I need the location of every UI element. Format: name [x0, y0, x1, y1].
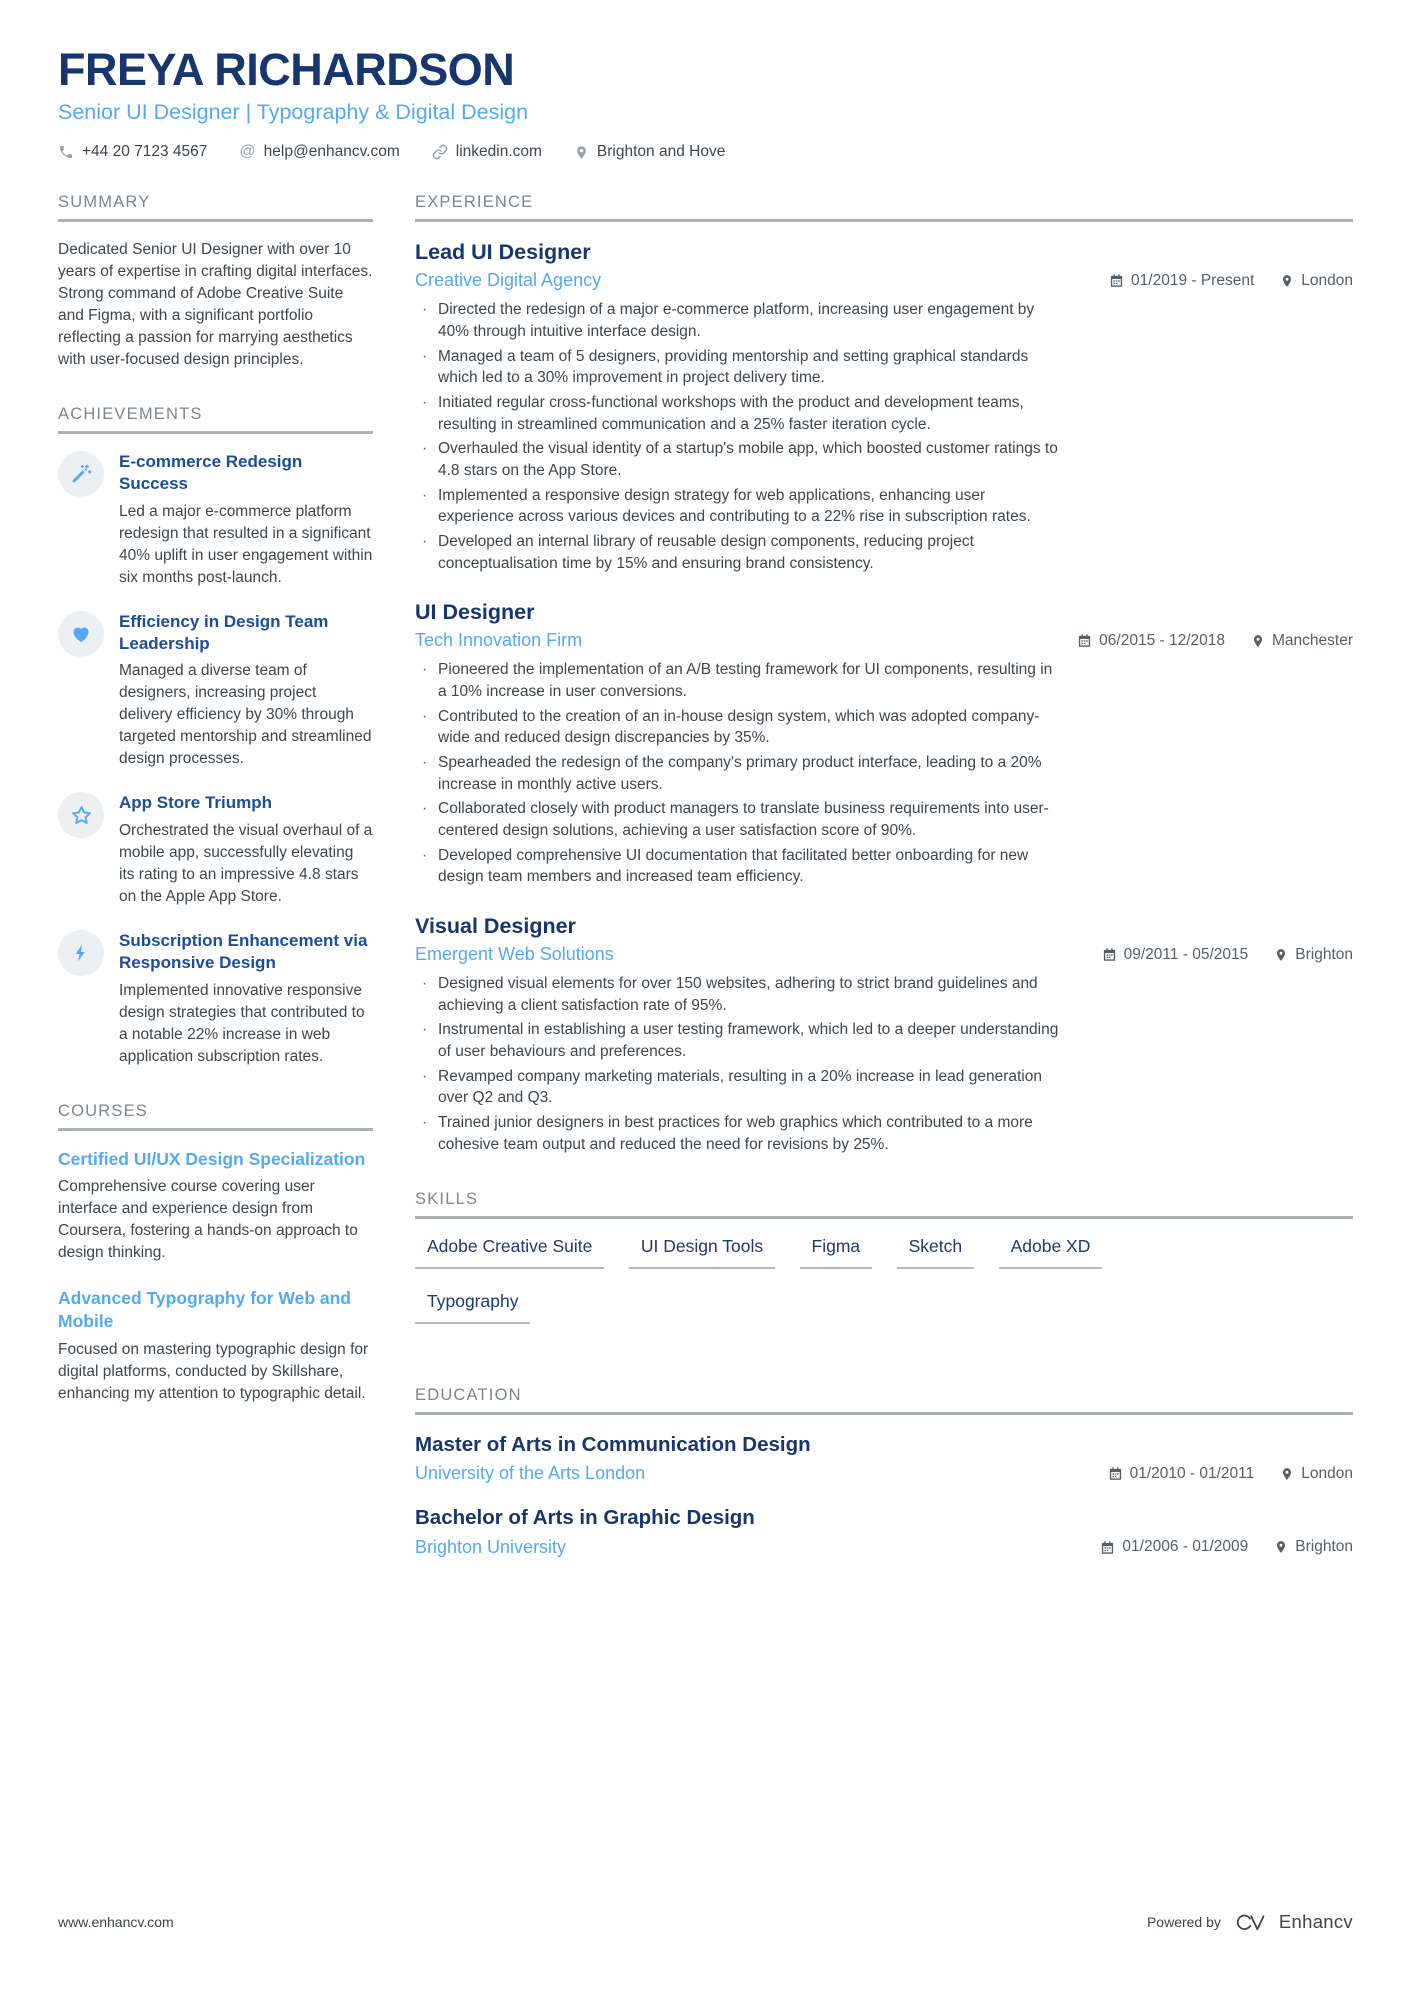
job-location — [1274, 946, 1353, 964]
experience-section — [415, 193, 1353, 1155]
job-dates-value: 01/2019 - Present — [1131, 271, 1255, 289]
bullet-dot: · — [422, 301, 428, 319]
bullet-dot: · — [422, 533, 428, 550]
education-section — [415, 1386, 1353, 1558]
degree-title: Bachelor of Arts in Graphic Design — [415, 1506, 755, 1530]
job-dates — [1077, 632, 1225, 650]
heart-icon — [58, 611, 104, 657]
courses-section — [58, 1102, 373, 1405]
course-text: Comprehensive course covering user interface and experience design from Coursera, fostering a hands-on approach to design thinking. — [58, 1178, 358, 1262]
summary-heading: SUMMARY — [58, 193, 373, 222]
course-item — [58, 1287, 373, 1405]
bullet-dot: · — [422, 486, 428, 504]
bullet-text: Developed comprehensive UI documentation that facilitated better onboarding for new design team members and increased team efficiency. — [438, 846, 1029, 886]
achievement-item — [58, 792, 373, 908]
company-name: Creative Digital Agency — [415, 270, 602, 291]
bullet-dot: · — [422, 975, 428, 992]
job-title: Lead UI Designer — [415, 240, 591, 265]
achievement-title: App Store Triumph — [119, 793, 272, 813]
job-location-value: Brighton — [1295, 945, 1353, 963]
education-dates-value: 01/2010 - 01/2011 — [1129, 1464, 1255, 1482]
contact-row — [58, 143, 1353, 161]
location-pin-icon — [1251, 634, 1265, 648]
education-meta-row — [415, 1537, 1353, 1558]
school-name: University of the Arts London — [415, 1463, 646, 1484]
education-dates — [1100, 1538, 1248, 1556]
bullet-text: Collaborated closely with product managers to translate business requirements into user-centered design solutions, achieving a user satisfaction score of 90%. — [438, 800, 1049, 840]
bullet-text: Contributed to the creation of an in-house design system, which was adopted company-wide and reduced design discrepancies by 35%. — [438, 707, 1040, 747]
bullet-dot: · — [422, 1114, 428, 1132]
achievement-body — [119, 451, 373, 589]
job-meta — [1109, 272, 1353, 290]
education-location — [1280, 1465, 1353, 1483]
job-dates — [1102, 946, 1249, 964]
experience-entry — [415, 913, 1353, 1155]
bullet-text: Designed visual elements for over 150 websites, adhering to strict brand guidelines and achieving a client satisfaction rate of 95%. — [438, 975, 1038, 1014]
enhancv-brand-name: Enhancv — [1278, 1911, 1353, 1932]
calendar-icon — [1108, 1466, 1123, 1481]
achievement-item — [58, 451, 373, 589]
job-bullets — [415, 973, 1063, 1156]
skill-item: Adobe XD — [999, 1236, 1103, 1269]
magic-wand-icon — [58, 451, 104, 497]
course-text: Focused on mastering typographic design for digital platforms, conducted by Skillshare, enhancing my attention to typographic detail. — [58, 1340, 369, 1402]
achievement-body — [119, 930, 373, 1068]
bullet-item — [415, 752, 1063, 795]
achievement-title: Efficiency in Design Team Leadership — [119, 611, 329, 653]
experience-entry — [415, 599, 1353, 888]
contact-location-value: Brighton and Hove — [596, 143, 726, 161]
achievement-body — [119, 792, 373, 908]
star-icon — [58, 792, 104, 838]
job-dates-value: 09/2011 - 05/2015 — [1123, 945, 1249, 963]
degree-title: Master of Arts in Communication Design — [415, 1432, 811, 1456]
job-location-value: Manchester — [1272, 631, 1353, 649]
contact-email[interactable] — [239, 143, 399, 161]
bullet-text: Directed the redesign of a major e-commerce platform, increasing user engagement by 40% through intuitive interface design. — [438, 301, 1035, 340]
bullet-text: Instrumental in establishing a user testing framework, which led to a deeper understanding of user behaviours and preferences. — [438, 1021, 1059, 1061]
bullet-item — [415, 845, 1063, 888]
bullet-text: Trained junior designers in best practices for web graphics which contributed to a more cohesive team output and reduced the need for revisions by 25%. — [438, 1114, 1033, 1153]
contact-linkedin[interactable] — [432, 143, 542, 161]
person-name: FREYA RICHARDSON — [58, 44, 515, 95]
education-dates-value: 01/2006 - 01/2009 — [1122, 1538, 1249, 1556]
course-item — [58, 1148, 373, 1265]
bullet-item — [415, 438, 1063, 481]
bullet-dot: · — [422, 393, 428, 411]
achievement-item — [58, 930, 373, 1068]
achievements-section — [58, 405, 373, 1067]
bullet-text: Pioneered the implementation of an A/B testing framework for UI components, resulting in a 10% increase in user conversions. — [438, 661, 1053, 700]
skills-heading: SKILLS — [415, 1190, 1353, 1219]
left-column — [58, 193, 373, 1592]
education-heading: EDUCATION — [415, 1386, 1353, 1415]
education-meta — [1108, 1465, 1353, 1483]
education-location-value: London — [1301, 1464, 1353, 1482]
page-footer — [58, 1911, 1353, 1933]
courses-heading: COURSES — [58, 1102, 373, 1131]
job-meta — [1077, 632, 1353, 650]
education-meta — [1100, 1538, 1353, 1556]
bullet-item — [415, 706, 1063, 749]
location-pin-icon — [574, 145, 589, 160]
job-title: UI Designer — [415, 600, 535, 625]
contact-email-value: help@enhancv.com — [263, 143, 400, 161]
content-columns — [58, 193, 1353, 1592]
summary-text: Dedicated Senior UI Designer with over 10 years of expertise in crafting digital interfaces. Strong command of Adobe Creative Suite and Figma, with a significant portfolio reflecting a passion for marrying aesthetics with user-focused design principles. — [58, 241, 373, 369]
bullet-item — [415, 1066, 1063, 1109]
bullet-dot: · — [422, 800, 428, 818]
achievement-item — [58, 611, 373, 771]
job-meta — [1102, 946, 1353, 964]
footer-site-link[interactable]: www.enhancv.com — [58, 1914, 174, 1930]
bullet-dot: · — [422, 661, 428, 679]
bullet-item — [415, 531, 1063, 574]
skills-row — [415, 1291, 1353, 1346]
bullet-dot: · — [422, 846, 428, 864]
bullet-text: Implemented a responsive design strategy for web applications, enhancing user experience across various devices and contributing to a 22% rise in subscription rates. — [438, 486, 1031, 526]
calendar-icon — [1109, 273, 1124, 288]
bullet-item — [415, 346, 1063, 389]
bullet-dot: · — [422, 707, 428, 725]
link-icon — [432, 144, 448, 160]
location-pin-icon — [1274, 948, 1288, 962]
achievement-text: Led a major e-commerce platform redesign that resulted in a significant 40% uplift in user engagement within six months post-launch. — [119, 502, 373, 586]
job-dates — [1109, 272, 1254, 290]
bullet-dot: · — [422, 754, 428, 771]
bullet-item — [415, 392, 1063, 435]
job-meta-row — [415, 630, 1353, 651]
bullet-item — [415, 973, 1063, 1016]
contact-linkedin-value: linkedin.com — [455, 143, 542, 161]
skill-item: Sketch — [897, 1236, 975, 1269]
achievement-body — [119, 611, 373, 771]
bullet-text: Overhauled the visual identity of a startup's mobile app, which boosted customer ratings to 4.8 stars on the App Store. — [438, 440, 1058, 479]
education-location-value: Brighton — [1295, 1538, 1353, 1556]
skill-item: Typography — [415, 1291, 530, 1324]
education-entry — [415, 1432, 1353, 1485]
achievement-text: Implemented innovative responsive design strategies that contributed to a notable 22% increase in web application subscription rates. — [119, 981, 365, 1065]
achievement-text: Managed a diverse team of designers, increasing project delivery efficiency by 30% through targeted mentorship and streamlined design processes. — [119, 662, 372, 768]
powered-by-block[interactable] — [1147, 1911, 1353, 1933]
contact-phone — [58, 143, 207, 161]
achievements-heading: ACHIEVEMENTS — [58, 405, 373, 434]
contact-phone-value: +44 20 7123 4567 — [82, 143, 208, 161]
course-title: Certified UI/UX Design Specialization — [58, 1148, 366, 1169]
phone-icon — [58, 144, 74, 160]
resume-header — [58, 46, 1353, 161]
bullet-text: Developed an internal library of reusable design components, reducing project conceptualisation time by 15% and ensuring brand consistency. — [438, 533, 974, 572]
bullet-dot: · — [422, 347, 428, 365]
bullet-dot: · — [422, 440, 428, 458]
job-location — [1251, 632, 1353, 650]
summary-section — [58, 193, 373, 371]
at-icon: @ — [239, 143, 256, 161]
job-dates-value: 06/2015 - 12/2018 — [1099, 631, 1226, 649]
experience-heading: EXPERIENCE — [415, 193, 1353, 222]
bullet-item — [415, 798, 1063, 841]
skill-item: Adobe Creative Suite — [415, 1236, 604, 1269]
bullet-dot: · — [422, 1067, 428, 1085]
right-column — [415, 193, 1353, 1592]
person-title: Senior UI Designer | Typography & Digital Design — [58, 100, 529, 125]
bullet-item — [415, 659, 1063, 702]
education-location — [1274, 1538, 1353, 1556]
school-name: Brighton University — [415, 1536, 567, 1557]
location-pin-icon — [1280, 1467, 1294, 1481]
course-title: Advanced Typography for Web and Mobile — [58, 1288, 351, 1331]
job-location-value: London — [1301, 271, 1353, 289]
experience-entry — [415, 239, 1353, 574]
bullet-text: Initiated regular cross-functional workshops with the product and development teams, resulting in streamlined communication and a 25% faster iteration cycle. — [438, 393, 1024, 433]
bullet-item — [415, 485, 1063, 528]
achievement-title: Subscription Enhancement via Responsive Design — [119, 931, 368, 972]
company-name: Tech Innovation Firm — [415, 630, 583, 651]
contact-location — [574, 143, 725, 161]
location-pin-icon — [1280, 274, 1294, 288]
bullet-text: Managed a team of 5 designers, providing mentorship and setting graphical standards which led to a 30% improvement in project delivery time. — [438, 347, 1029, 387]
location-pin-icon — [1274, 1540, 1288, 1554]
job-meta-row — [415, 270, 1353, 291]
calendar-icon — [1077, 633, 1092, 648]
job-meta-row — [415, 944, 1353, 965]
bullet-item — [415, 299, 1063, 342]
achievement-text: Orchestrated the visual overhaul of a mobile app, successfully elevating its rating to an impressive 4.8 stars on the Apple App Store. — [119, 822, 373, 905]
bullet-dot: · — [422, 1021, 428, 1039]
company-name: Emergent Web Solutions — [415, 944, 614, 964]
powered-by-label: Powered by — [1146, 1914, 1221, 1930]
education-entry — [415, 1505, 1353, 1558]
bullet-text: Spearheaded the redesign of the company's primary product interface, leading to a 20% increase in monthly active users. — [438, 754, 1042, 793]
skill-item: Figma — [800, 1236, 873, 1269]
job-location — [1280, 272, 1353, 290]
education-dates — [1108, 1465, 1255, 1483]
job-title: Visual Designer — [415, 914, 576, 939]
skill-item: UI Design Tools — [629, 1236, 775, 1269]
calendar-icon — [1100, 1540, 1115, 1555]
bullet-item — [415, 1112, 1063, 1155]
job-bullets — [415, 659, 1063, 888]
lightning-icon — [58, 930, 104, 976]
skills-row — [415, 1236, 1353, 1291]
enhancv-logo-icon — [1232, 1912, 1268, 1933]
skills-section — [415, 1190, 1353, 1346]
job-bullets — [415, 299, 1063, 574]
bullet-text: Revamped company marketing materials, resulting in a 20% increase in lead generation over Q2 and Q3. — [438, 1067, 1042, 1107]
calendar-icon — [1102, 947, 1117, 962]
achievement-title: E-commerce Redesign Success — [119, 452, 303, 493]
education-meta-row — [415, 1463, 1353, 1484]
bullet-item — [415, 1019, 1063, 1062]
